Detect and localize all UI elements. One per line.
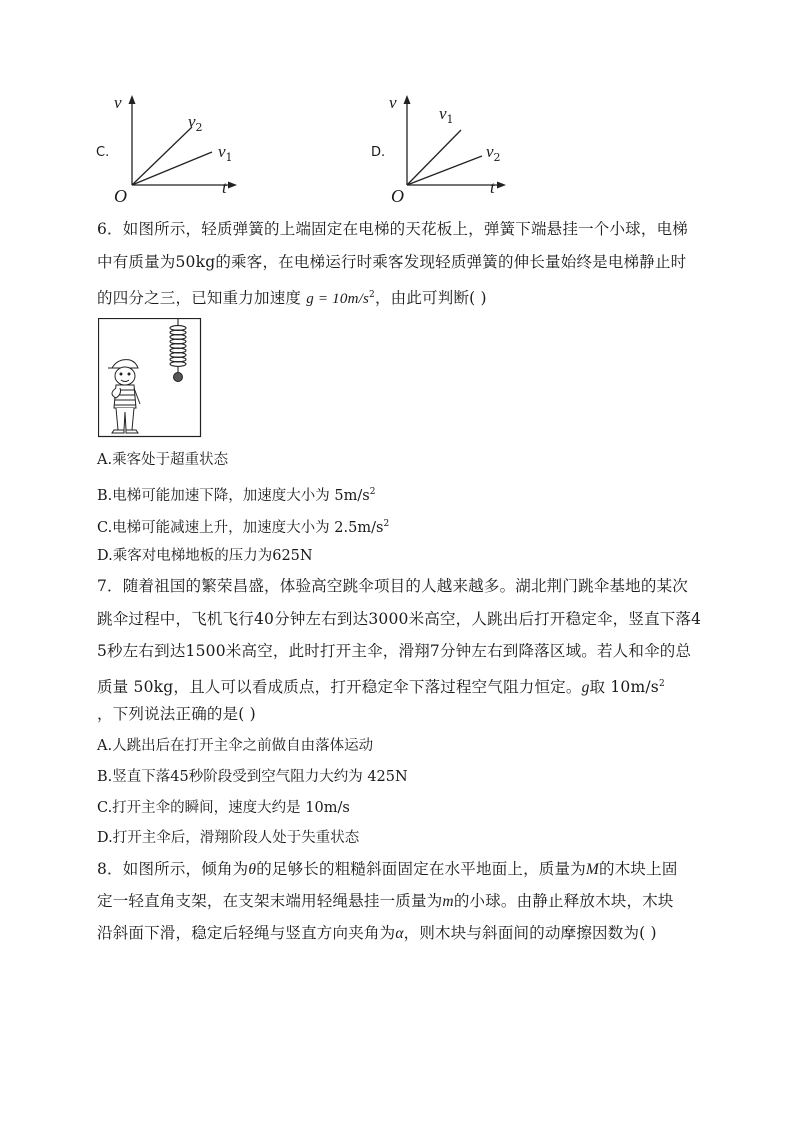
q6-option-c[interactable]: C.电梯可能减速上升，加速度大小为 $2.5m/s^2$ — [97, 519, 390, 536]
x-axis-label: t — [490, 178, 495, 197]
lower-line-label: $v_2$ — [486, 142, 501, 164]
x-axis-arrow — [497, 182, 506, 189]
upper-line — [132, 127, 192, 185]
lower-line-label: $v_1$ — [218, 142, 233, 164]
lower-line — [132, 152, 212, 185]
q7-line-2: 跳伞过程中，飞机飞行40分钟左右到达3000米高空，人跳出后打开稳定伞，竖直下落4 — [97, 610, 702, 628]
graph-option-label: D. — [371, 145, 386, 160]
q7-option-b[interactable]: B.竖直下落45秒阶段受到空气阻力大约为 425N — [97, 769, 408, 785]
y-axis-arrow — [129, 95, 136, 104]
q8-line-1: 8．如图所示，倾角为θ的足够长的粗糙斜面固定在水平地面上，质量为M的木块上固 — [97, 860, 678, 878]
graph-d — [369, 90, 529, 210]
upper-line-label: $v_2$ — [188, 112, 203, 134]
q7-option-d[interactable]: D.打开主伞后，滑翔阶段人处于失重状态 — [97, 830, 360, 846]
elevator-figure — [98, 318, 202, 438]
q7-line-3: 5秒左右到达1500米高空，此时打开主伞，滑翔7分钟左右到降落区域。若人和伞的总 — [97, 642, 692, 660]
q6-line-1: 6．如图所示，轻质弹簧的上端固定在电梯的天花板上，弹簧下端悬挂一个小球，电梯 — [97, 220, 688, 238]
y-axis-label: v — [114, 93, 122, 112]
x-axis-label: t — [222, 178, 227, 197]
origin-label: O — [114, 186, 127, 206]
q6-option-a[interactable]: A.乘客处于超重状态 — [97, 452, 229, 468]
upper-line — [407, 130, 461, 185]
q6-option-d[interactable]: D.乘客对电梯地板的压力为625N — [97, 548, 313, 564]
graph-c — [92, 90, 252, 210]
q8-line-3: 沿斜面下滑，稳定后轻绳与竖直方向夹角为α，则木块与斜面间的动摩擦因数为( ) — [97, 924, 657, 942]
q6-line-3: 的四分之三，已知重力加速度 $g = 10m/s^2$，由此可判断( ) — [97, 289, 487, 308]
q6-option-b[interactable]: B.电梯可能加速下降，加速度大小为 $5m/s^2$ — [97, 487, 376, 504]
q6-line-2: 中有质量为50kg的乘客，在电梯运行时乘客发现轻质弹簧的伸长量始终是电梯静止时 — [97, 253, 687, 271]
y-axis-label: v — [389, 93, 397, 112]
origin-label: O — [391, 186, 404, 206]
lower-line — [407, 156, 482, 185]
q7-option-a[interactable]: A.人跳出后在打开主伞之前做自由落体运动 — [97, 738, 374, 754]
q7-option-c[interactable]: C.打开主伞的瞬间，速度大约是 10m/s — [97, 800, 350, 816]
q7-line-4: 质量 50kg，且人可以看成质点，打开稳定伞下落过程空气阻力恒定。g取 $10m/s^2$ — [97, 678, 665, 697]
q8-line-2: 定一轻直角支架，在支架末端用轻绳悬挂一质量为m的小球。由静止释放木块，木块 — [97, 892, 674, 910]
upper-line-label: $v_1$ — [439, 104, 454, 126]
y-axis-arrow — [404, 95, 411, 104]
ball-icon — [174, 373, 183, 382]
graph-option-label: C. — [96, 145, 110, 160]
q7-line-5: ，下列说法正确的是( ) — [97, 705, 256, 723]
x-axis-arrow — [228, 182, 237, 189]
q7-line-1: 7．随着祖国的繁荣昌盛，体验高空跳伞项目的人越来越多。湖北荆门跳伞基地的某次 — [97, 577, 688, 595]
